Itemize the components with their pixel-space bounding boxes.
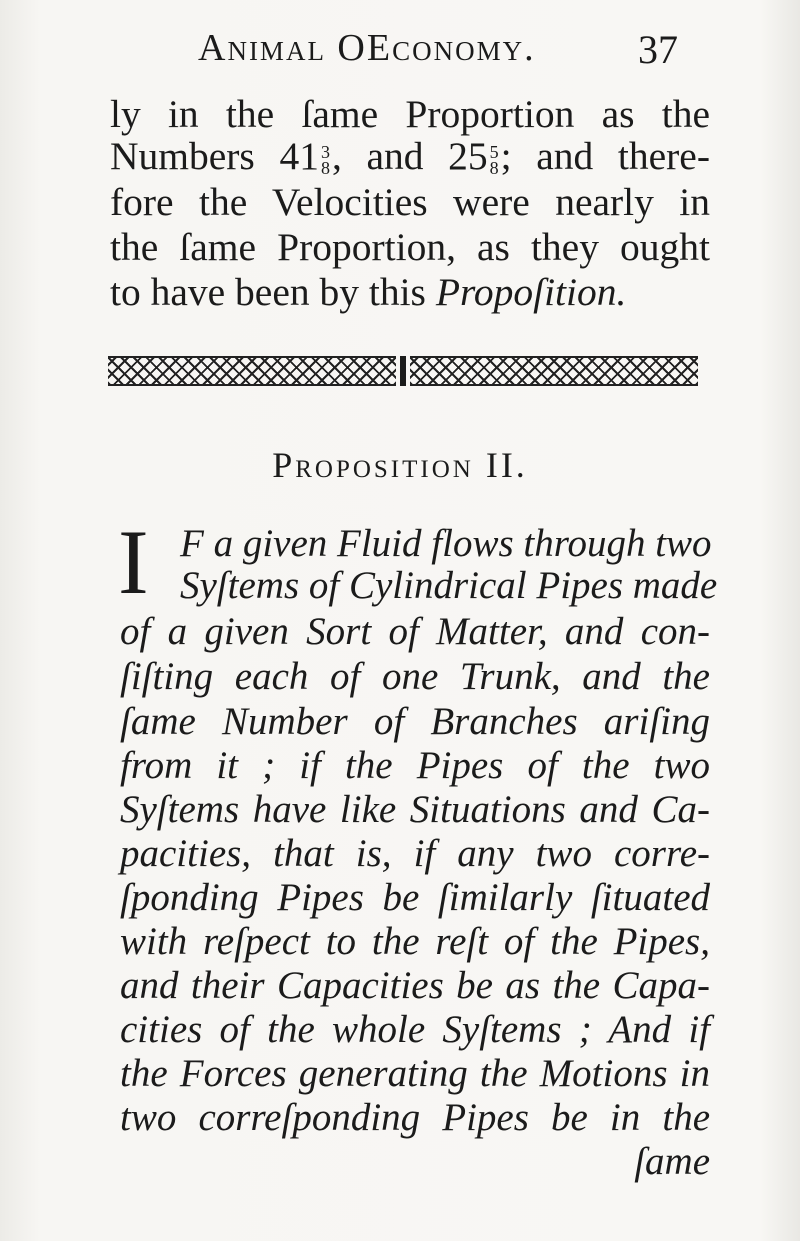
text-segment: ; and there- [500, 134, 710, 178]
decorative-rule [108, 356, 698, 386]
text-line [110, 270, 640, 314]
text-line: ſponding Pipes be ſimilarly ſituated [120, 876, 710, 919]
proposition-heading: Proposition II. [272, 445, 528, 485]
catchword: ſame [634, 1140, 710, 1183]
ornament-band-left [108, 356, 396, 386]
text-line: F a given Fluid flows through two [180, 522, 712, 565]
text-line: Syſtems of Cylindrical Pipes made [180, 564, 718, 607]
text-segment: , and 25 [331, 134, 488, 178]
text-line: from it ; if the Pipes of the two [120, 744, 710, 787]
text-line: with reſpect to the reſt of the Pipes, [120, 920, 710, 963]
text-line: the ſame Proportion, as they ought [110, 225, 710, 269]
text-line: and their Capacities be as the Capa- [120, 964, 710, 1007]
running-head-title: Animal OEconomy. [198, 27, 536, 69]
ornament-band-right [410, 356, 698, 386]
text-line: ſame Number of Branches ariſing [120, 700, 710, 743]
fraction [489, 141, 499, 178]
fraction-numerator: 3 [320, 141, 330, 162]
text-line: of a given Sort of Matter, and con- [120, 610, 710, 653]
text-line: cities of the whole Syſtems ; And if [120, 1008, 710, 1051]
text-line: ſiſting each of one Trunk, and the [120, 655, 710, 698]
page-number: 37 [638, 27, 678, 72]
text-line: Syſtems have like Situations and Ca- [120, 788, 710, 831]
fraction [320, 141, 330, 178]
text-line: pacities, that is, if any two corre- [120, 832, 710, 875]
text-line: ly in the ſame Proportion as the [110, 92, 710, 136]
fraction-denominator: 8 [489, 157, 499, 178]
text-line-fractions [110, 134, 710, 178]
italic-word: Propoſition. [435, 270, 627, 314]
text-segment: Numbers 41 [110, 134, 319, 178]
drop-capital: I [118, 511, 149, 613]
fraction-numerator: 5 [489, 141, 499, 162]
fraction-denominator: 8 [320, 157, 330, 178]
ornament-divider [400, 356, 406, 386]
text-line: the Forces generating the Motions in [120, 1052, 710, 1095]
text-segment: to have been by this [110, 270, 436, 314]
running-head [198, 26, 698, 76]
text-line: two correſponding Pipes be in the [120, 1096, 710, 1139]
text-line: fore the Velocities were nearly in [110, 180, 710, 224]
